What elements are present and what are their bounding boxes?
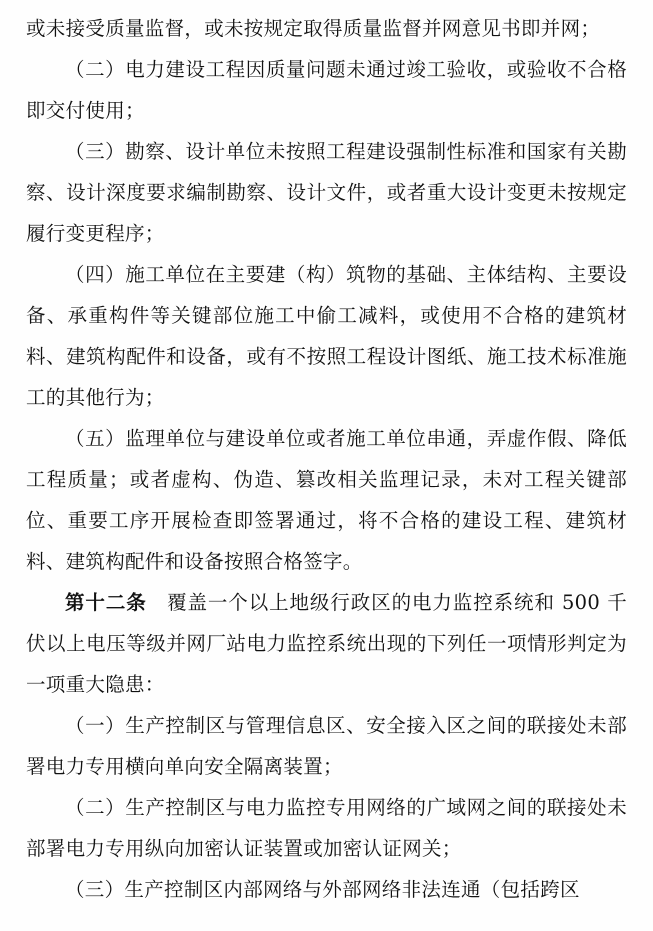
paragraph-continuation: 或未接受质量监督，或未按规定取得质量监督并网意见书即并网； — [26, 17, 601, 40]
paragraph-clause-4: （四）施工单位在主要建（构）筑物的基础、主体结构、主要设备、承重构件等关键部位施工中偷工减料，或使用不合格的建筑材料、建筑构配件和设备，或有不按照工程设计图纸、施工技术标准施工的其他行为； — [26, 263, 627, 409]
article-text: 覆盖一个以上地级行政区的电力监控系统和 500 千伏以上电压等级并网厂站电力监控系统出现的下列任一项情形判定为一项重大隐患： — [26, 591, 627, 696]
paragraph-item-3: （三）生产控制区内部网络与外部网络非法连通（包括跨区 — [65, 878, 580, 901]
paragraph-clause-5: （五）监理单位与建设单位或者施工单位串通，弄虚作假、降低工程质量；或者虚构、伪造、篡改相关监理记录，未对工程关键部位、重要工序开展检查即签署通过，将不合格的建设工程、建筑材料、建筑构配件和设备按照合格签字。 — [26, 427, 627, 573]
paragraph-item-1: （一）生产控制区与管理信息区、安全接入区之间的联接处未部署电力专用横向单向安全隔离装置； — [26, 714, 627, 778]
paragraph-clause-3: （三）勘察、设计单位未按照工程建设强制性标准和国家有关勘察、设计深度要求编制勘察、设计文件，或者重大设计变更未按规定履行变更程序； — [26, 140, 627, 245]
paragraph-item-2: （二）生产控制区与电力监控专用网络的广域网之间的联接处未部署电力专用纵向加密认证装置或加密认证网关； — [26, 796, 627, 860]
document-body — [26, 8, 627, 910]
article-heading: 第十二条 — [65, 591, 147, 614]
paragraph-clause-2: （二）电力建设工程因质量问题未通过竣工验收，或验收不合格即交付使用； — [26, 58, 627, 122]
paragraph-article-12 — [26, 582, 627, 705]
